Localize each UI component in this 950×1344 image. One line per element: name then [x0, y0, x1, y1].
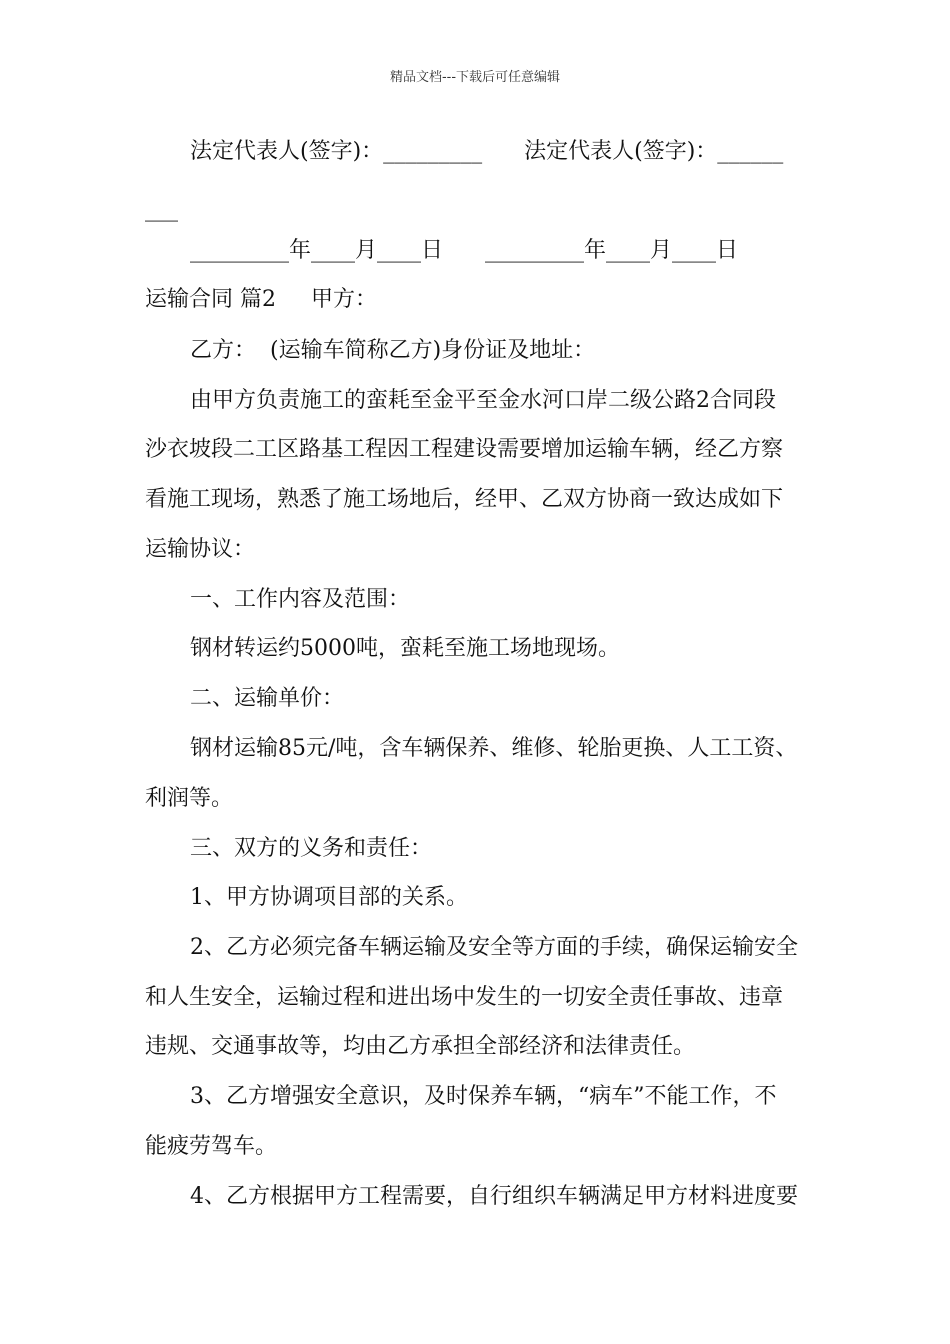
paragraph-line: 运输协议：: [145, 537, 256, 562]
section-heading: 三、双方的义务和责任：: [190, 836, 433, 861]
section-heading: 二、运输单价：: [190, 686, 345, 711]
contract-title: 运输合同 篇2 甲方：: [145, 287, 377, 312]
paragraph-line: 钢材转运约5000吨，蛮耗至施工场地现场。: [190, 636, 620, 661]
paragraph-line: 钢材运输85元/吨，含车辆保养、维修、轮胎更换、人工工资、: [190, 736, 798, 761]
paragraph-line: 违规、交通事故等，均由乙方承担全部经济和法律责任。: [145, 1034, 696, 1059]
party-b-line: 乙方： (运输车简称乙方)身份证及地址：: [190, 338, 596, 363]
paragraph-line: 3、乙方增强安全意识，及时保养车辆，“病车”不能工作，不: [190, 1084, 777, 1109]
paragraph-line: 沙衣坡段二工区路基工程因工程建设需要增加运输车辆，经乙方察: [145, 437, 784, 462]
paragraph-line: 看施工现场，熟悉了施工场地后，经甲、乙双方协商一致达成如下: [145, 487, 784, 512]
paragraph-line: 利润等。: [145, 786, 234, 811]
signature-line: 法定代表人(签字)：_________ 法定代表人(签字)：______: [190, 139, 784, 164]
date-line: _________年____月____日 _________年____月____日: [190, 238, 738, 263]
paragraph-line: 4、乙方根据甲方工程需要，自行组织车辆满足甲方材料进度要: [190, 1184, 798, 1209]
paragraph-line: 能疲劳驾车。: [145, 1134, 278, 1159]
signature-line-wrap: ___: [145, 197, 178, 222]
section-heading: 一、工作内容及范围：: [190, 587, 411, 612]
paragraph-line: 2、乙方必须完备车辆运输及安全等方面的手续，确保运输安全: [190, 935, 798, 960]
page-header: 精品文档---下载后可任意编辑: [389, 70, 561, 85]
paragraph-line: 1、甲方协调项目部的关系。: [190, 885, 468, 910]
paragraph-line: 和人生安全，运输过程和进出场中发生的一切安全责任事故、违章: [145, 985, 784, 1010]
paragraph-line: 由甲方负责施工的蛮耗至金平至金水河口岸二级公路2合同段: [190, 388, 776, 413]
